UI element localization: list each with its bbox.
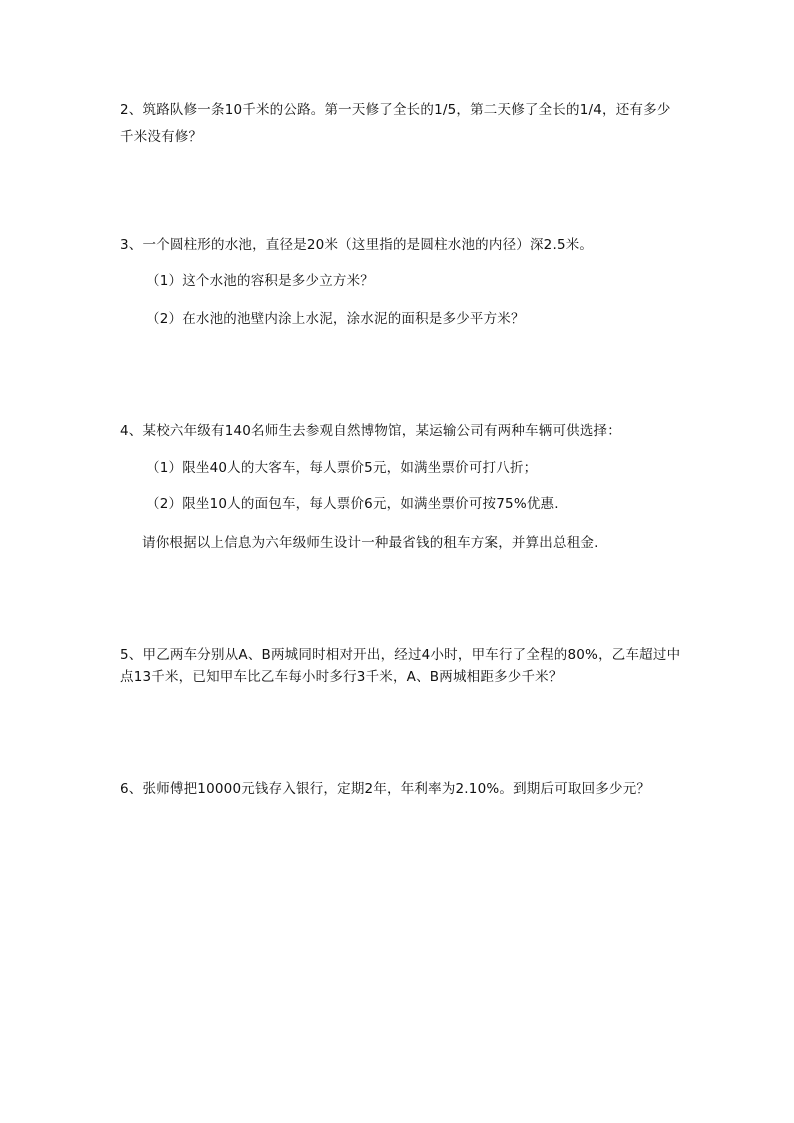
question-3-sub-2: （2）在水池的池壁内涂上水泥，涂水泥的面积是多少平方米？ — [146, 311, 525, 327]
question-4-instruction: 请你根据以上信息为六年级师生设计一种最省钱的租车方案，并算出总租金. — [142, 535, 599, 551]
question-3-sub-1: （1）这个水池的容积是多少立方米？ — [146, 273, 374, 289]
question-5-line-2: 点13千米，已知甲车比乙车每小时多行3千米，A、B两城相距多少千米？ — [120, 669, 563, 685]
question-6-stem: 6、张师傅把10000元钱存入银行，定期2年，年利率为2.10%。到期后可取回多少元？ — [120, 781, 651, 797]
question-4-stem: 4、某校六年级有140名师生去参观自然博物馆，某运输公司有两种车辆可供选择： — [120, 423, 621, 439]
question-5-line-1: 5、甲乙两车分别从A、B两城同时相对开出，经过4小时，甲车行了全程的80%，乙车超过中 — [120, 647, 681, 663]
question-2-line-2: 千米没有修？ — [120, 129, 203, 145]
question-4-sub-1: （1）限坐40人的大客车，每人票价5元，如满坐票价可打八折； — [146, 460, 538, 476]
question-2-line-1: 2、筑路队修一条10千米的公路。第一天修了全长的1/5，第二天修了全长的1/4，还有多少 — [120, 102, 671, 118]
question-3-stem: 3、一个圆柱形的水池，直径是20米（这里指的是圆柱水池的内径）深2.5米。 — [120, 237, 594, 253]
question-4-sub-2: （2）限坐10人的面包车，每人票价6元，如满坐票价可按75%优惠. — [146, 496, 559, 512]
